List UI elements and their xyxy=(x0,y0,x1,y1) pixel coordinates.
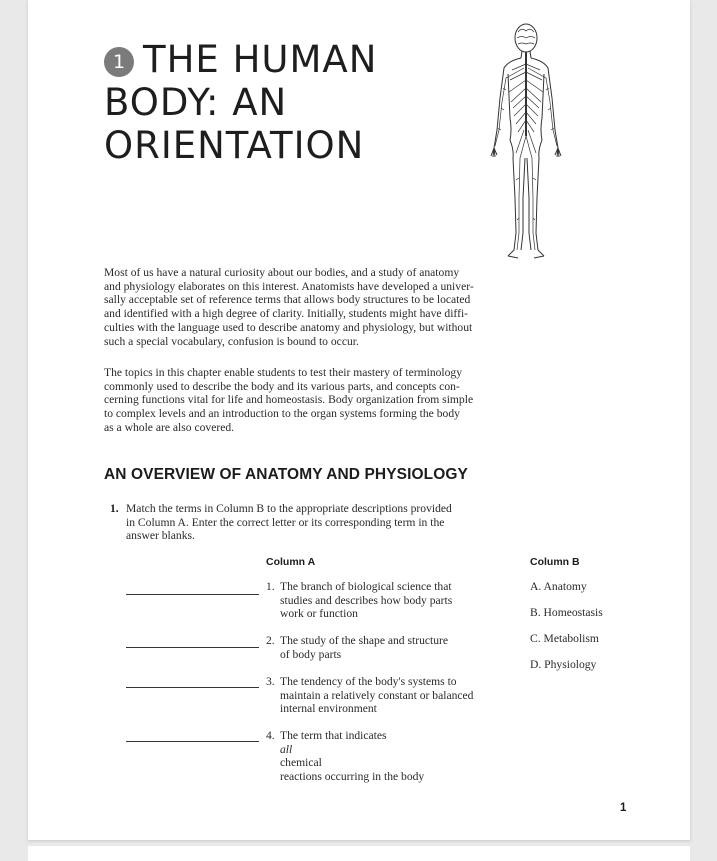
column-b-header: Column B xyxy=(530,556,580,568)
chapter-title xyxy=(104,38,377,167)
intro-paragraph-1: Most of us have a natural curiosity about our bodies, and a study of anatomy and physiology elaborates on this interest. Anatomists have developed a univer- sally acceptable set of reference terms that allows body structures to be located and identified with a high degree of clarity. Initially, students might have diffi- culties with the language used to describe anatomy and physiology, but without such a special vocabulary, confusion is bound to occur. xyxy=(104,266,474,348)
chapter-title-line-1: 1 THE HUMAN xyxy=(104,38,377,81)
page-number: 1 xyxy=(620,802,627,814)
intro-paragraph-2: The topics in this chapter enable students to test their mastery of terminology commonly used to describe the body and its various parts, and concepts con- cerning functions vital for life and homeostasis. Body organization from simple to complex levels and an introduction to the organ systems forming the body as a whole are also covered. xyxy=(104,366,474,434)
column-b-term-b: B. Homeostasis xyxy=(530,606,603,619)
answer-blank-4[interactable] xyxy=(126,741,259,742)
column-a-header: Column A xyxy=(266,556,316,568)
item-description-4: The term that indicates all chemical reactions occurring in the body xyxy=(280,729,425,783)
column-b-term-d: D. Physiology xyxy=(530,658,597,671)
item-description-2: The study of the shape and structure of body parts xyxy=(280,634,449,661)
emphasis-all: all xyxy=(280,742,293,756)
section-heading: AN OVERVIEW OF ANATOMY AND PHYSIOLOGY xyxy=(104,466,468,483)
column-b-term-a: A. Anatomy xyxy=(530,580,587,593)
question-text: Match the terms in Column B to the appropriate descriptions provided in Column A. Enter the correct letter or its corresponding term in the answer blanks. xyxy=(126,502,452,543)
column-b-term-c: C. Metabolism xyxy=(530,632,599,645)
item-number-3: 3. xyxy=(266,675,275,688)
item-number-4: 4. xyxy=(266,729,275,742)
next-page-edge xyxy=(28,846,690,861)
human-nervous-system-illustration xyxy=(480,18,572,263)
item-description-3: The tendency of the body's systems to maintain a relatively constant or balanced internal environment xyxy=(280,675,474,715)
item-number-2: 2. xyxy=(266,634,275,647)
question-number: 1. xyxy=(110,502,119,515)
answer-blank-3[interactable] xyxy=(126,687,259,688)
chapter-title-line-3: ORIENTATION xyxy=(104,124,365,167)
answer-blank-2[interactable] xyxy=(126,647,259,648)
chapter-number-badge: 1 xyxy=(104,47,134,77)
item-number-1: 1. xyxy=(266,580,275,593)
item-description-1: The branch of biological science that studies and describes how body parts work or function xyxy=(280,580,453,620)
answer-blank-1[interactable] xyxy=(126,594,259,595)
chapter-title-line-2: BODY: AN xyxy=(104,81,288,124)
